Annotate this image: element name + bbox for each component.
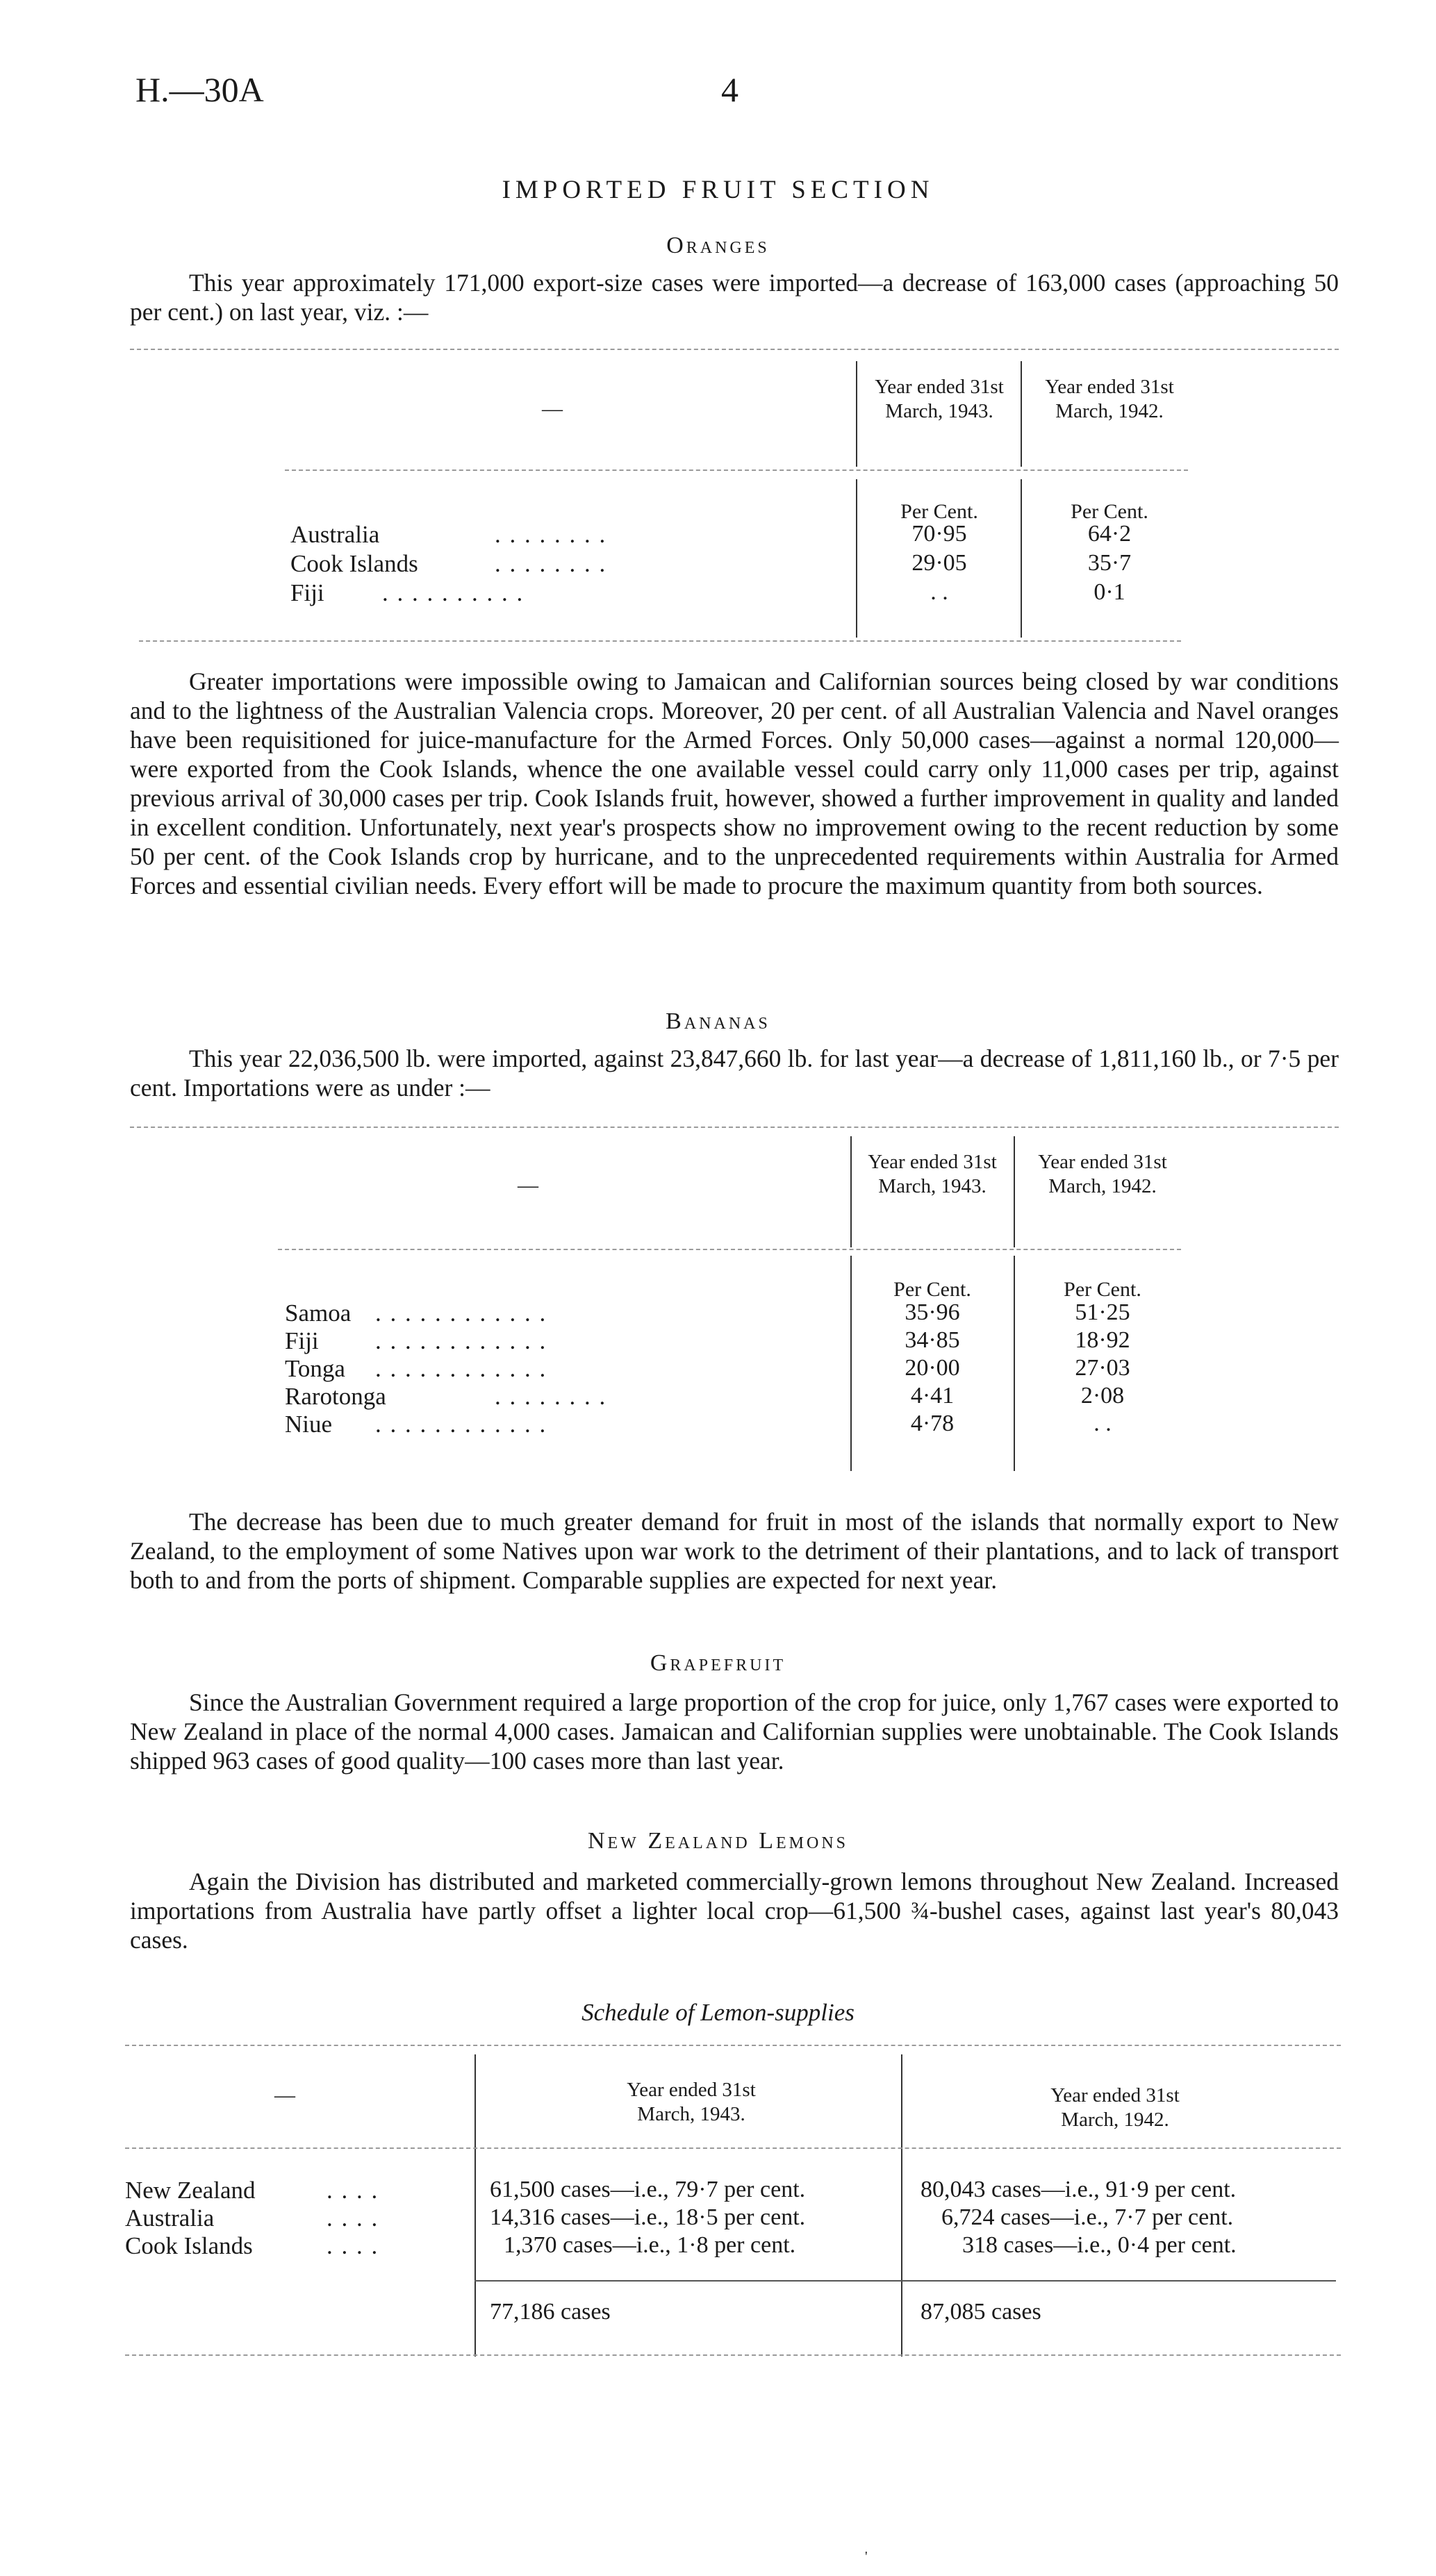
- value-1942: 27·03: [1075, 1355, 1130, 1381]
- value-1943: 14,316 cases—i.e., 18·5 per cent.: [490, 2204, 806, 2230]
- lemons-col-divider-1: [474, 2054, 476, 2357]
- row-label: Australia: [290, 521, 380, 548]
- row-label: Niue: [285, 1411, 333, 1438]
- leader-dots: . . . . . . . . . . . .: [375, 1299, 547, 1327]
- lemons-body: Again the Division has distributed and marketed commercially-grown lemons throughout New Zealand. Increased importations from Australia have partly offset a lighter local crop—61,500 ¾-bushel cases, against last year's 80,043 cases.: [130, 1868, 1339, 1954]
- bananas-unit-1943: Per Cent.: [893, 1278, 971, 1301]
- footer-mark: ': [865, 2549, 868, 2564]
- bananas-col-1942-header: Year ended 31st March, 1942.: [1038, 1151, 1167, 1197]
- row-label: Rarotonga: [285, 1383, 386, 1410]
- bananas-body: The decrease has been due to much greater demand for fruit in most of the islands that normally export to New Zealand, to the employment of some Natives upon war work to the detriment of their plantations, and to lack of transport both to and from the ports of shipment. Comparable supplies are expected for next year.: [130, 1508, 1339, 1594]
- oranges-stub-header: —: [542, 397, 563, 420]
- grapefruit-body: Since the Australian Government required a large proportion of the crop for juice, only 1,767 cases were exported to New Zealand in place of the normal 4,000 cases. Jamaican and Californian supplies were unobtainable. The Cook Islands shipped 963 cases of good quality—100 cases more than last year.: [130, 1688, 1339, 1775]
- bananas-unit-1942: Per Cent.: [1064, 1278, 1141, 1301]
- bananas-table-top-rule: [130, 1127, 1339, 1128]
- value-1942: 318 cases—i.e., 0·4 per cent.: [962, 2232, 1237, 2258]
- value-1942: 64·2: [1087, 521, 1132, 547]
- leader-dots: . . . .: [327, 2177, 379, 2204]
- row-label: New Zealand: [125, 2177, 256, 2204]
- value-1943: 29·05: [911, 550, 967, 576]
- bananas-col-divider-2: [1014, 1136, 1015, 1247]
- value-1942: . .: [1093, 1411, 1112, 1436]
- leader-dots: . . . .: [327, 2232, 379, 2259]
- bananas-col-divider-1: [850, 1136, 852, 1247]
- bananas-col-divider-1b: [850, 1256, 852, 1471]
- oranges-body: Greater importations were impossible owing to Jamaican and Californian sources being closed by war conditions and to the lightness of the Australian Valencia crops. Moreover, 20 per cent. of all Australian Valencia and Navel oranges have been requisitioned for juice-manufacture for the Armed Forces. Only 50,000 cases—against a normal 120,000—were exported from the Cook Islands, whence the one available vessel could carry only 11,000 cases per trip, against previous arrival of 30,000 cases per trip. Cook Islands fruit, however, showed a further improvement in quality and landed in excellent condition. Unfortunately, next year's prospects show no improvement owing to the recent reduction by some 50 per cent. of the Cook Islands crop by hurricane, and to the unprecedented requirements within Australia for Armed Forces and essential civilian needs. Every effort will be made to procure the maximum quantity from both sources.: [130, 667, 1339, 899]
- value-1943: 20·00: [905, 1355, 960, 1381]
- oranges-unit-1943: Per Cent.: [900, 500, 978, 523]
- leader-dots: . . . . . . . . . . . .: [375, 1327, 547, 1354]
- bananas-intro: This year 22,036,500 lb. were imported, against 23,847,660 lb. for last year—a decrease of 1,811,160 lb., or 7·5 per cent. Importations were as under :—: [130, 1045, 1339, 1102]
- oranges-col-divider-1: [856, 361, 857, 467]
- page-number: 4: [721, 70, 738, 109]
- row-label: Tonga: [285, 1355, 345, 1382]
- lemons-col-1943-header: Year ended 31st March, 1943.: [627, 2079, 756, 2125]
- oranges-col-divider-1b: [856, 479, 857, 638]
- value-1942: 6,724 cases—i.e., 7·7 per cent.: [941, 2204, 1234, 2230]
- bananas-col-divider-2b: [1014, 1256, 1015, 1471]
- leader-dots: . . . .: [327, 2204, 379, 2232]
- value-1943: 61,500 cases—i.e., 79·7 per cent.: [490, 2177, 806, 2202]
- bananas-heading: Bananas: [666, 1008, 770, 1034]
- leader-dots: . . . . . . . . . .: [382, 579, 525, 606]
- value-1942: 51·25: [1075, 1299, 1130, 1325]
- oranges-header-rule: [285, 470, 1188, 471]
- oranges-heading: Oranges: [666, 233, 770, 258]
- oranges-intro: This year approximately 171,000 export-size cases were imported—a decrease of 163,000 cases (approaching 50 per cent.) on last year, viz. :—: [130, 269, 1339, 326]
- total-1942: 87,085 cases: [921, 2299, 1041, 2325]
- row-label: Fiji: [285, 1327, 319, 1354]
- value-1943: 1,370 cases—i.e., 1·8 per cent.: [504, 2232, 796, 2258]
- lemons-col-divider-2: [901, 2054, 902, 2357]
- schedule-caption: Schedule of Lemon-supplies: [581, 1999, 855, 2026]
- row-label: Fiji: [290, 579, 324, 606]
- oranges-table-top-rule: [130, 349, 1339, 350]
- value-1943: . .: [930, 579, 948, 605]
- grapefruit-heading: Grapefruit: [650, 1650, 786, 1676]
- value-1943: 35·96: [905, 1299, 960, 1325]
- lemons-table-bottom-rule: [125, 2354, 1341, 2356]
- bananas-col-1943-header: Year ended 31st March, 1943.: [868, 1151, 997, 1197]
- lemons-header-rule: [125, 2147, 1341, 2149]
- value-1942: 2·08: [1080, 1383, 1125, 1409]
- lemons-total-rule: [474, 2280, 1336, 2282]
- lemons-table-top-rule: [125, 2045, 1341, 2046]
- leader-dots: . . . . . . . .: [495, 1383, 607, 1410]
- bananas-stub-header: —: [518, 1174, 538, 1197]
- lemons-stub-header: —: [274, 2084, 295, 2106]
- row-label: Cook Islands: [125, 2232, 253, 2259]
- oranges-col-divider-2: [1021, 361, 1022, 467]
- leader-dots: . . . . . . . .: [495, 550, 607, 577]
- value-1942: 0·1: [1093, 579, 1125, 605]
- row-label: Australia: [125, 2204, 215, 2232]
- oranges-col-1942-header: Year ended 31st March, 1942.: [1045, 376, 1174, 422]
- oranges-unit-1942: Per Cent.: [1071, 500, 1148, 523]
- value-1942: 35·7: [1087, 550, 1132, 576]
- document-code: H.—30A: [135, 70, 264, 109]
- value-1942: 18·92: [1075, 1327, 1130, 1353]
- lemons-heading: New Zealand Lemons: [587, 1828, 849, 1854]
- oranges-table-bottom-rule: [139, 640, 1181, 642]
- leader-dots: . . . . . . . . . . . .: [375, 1355, 547, 1382]
- value-1943: 4·78: [910, 1411, 955, 1436]
- leader-dots: . . . . . . . . . . . .: [375, 1411, 547, 1438]
- value-1943: 70·95: [911, 521, 967, 547]
- value-1943: 4·41: [910, 1383, 955, 1409]
- lemons-col-1942-header: Year ended 31st March, 1942.: [1050, 2084, 1180, 2131]
- leader-dots: . . . . . . . .: [495, 521, 607, 548]
- oranges-col-1943-header: Year ended 31st March, 1943.: [875, 376, 1004, 422]
- oranges-col-divider-2b: [1021, 479, 1022, 638]
- section-title: IMPORTED FRUIT SECTION: [502, 176, 934, 204]
- value-1942: 80,043 cases—i.e., 91·9 per cent.: [921, 2177, 1237, 2202]
- total-1943: 77,186 cases: [490, 2299, 611, 2325]
- value-1943: 34·85: [905, 1327, 960, 1353]
- row-label: Cook Islands: [290, 550, 418, 577]
- bananas-header-rule: [278, 1249, 1181, 1250]
- row-label: Samoa: [285, 1299, 352, 1327]
